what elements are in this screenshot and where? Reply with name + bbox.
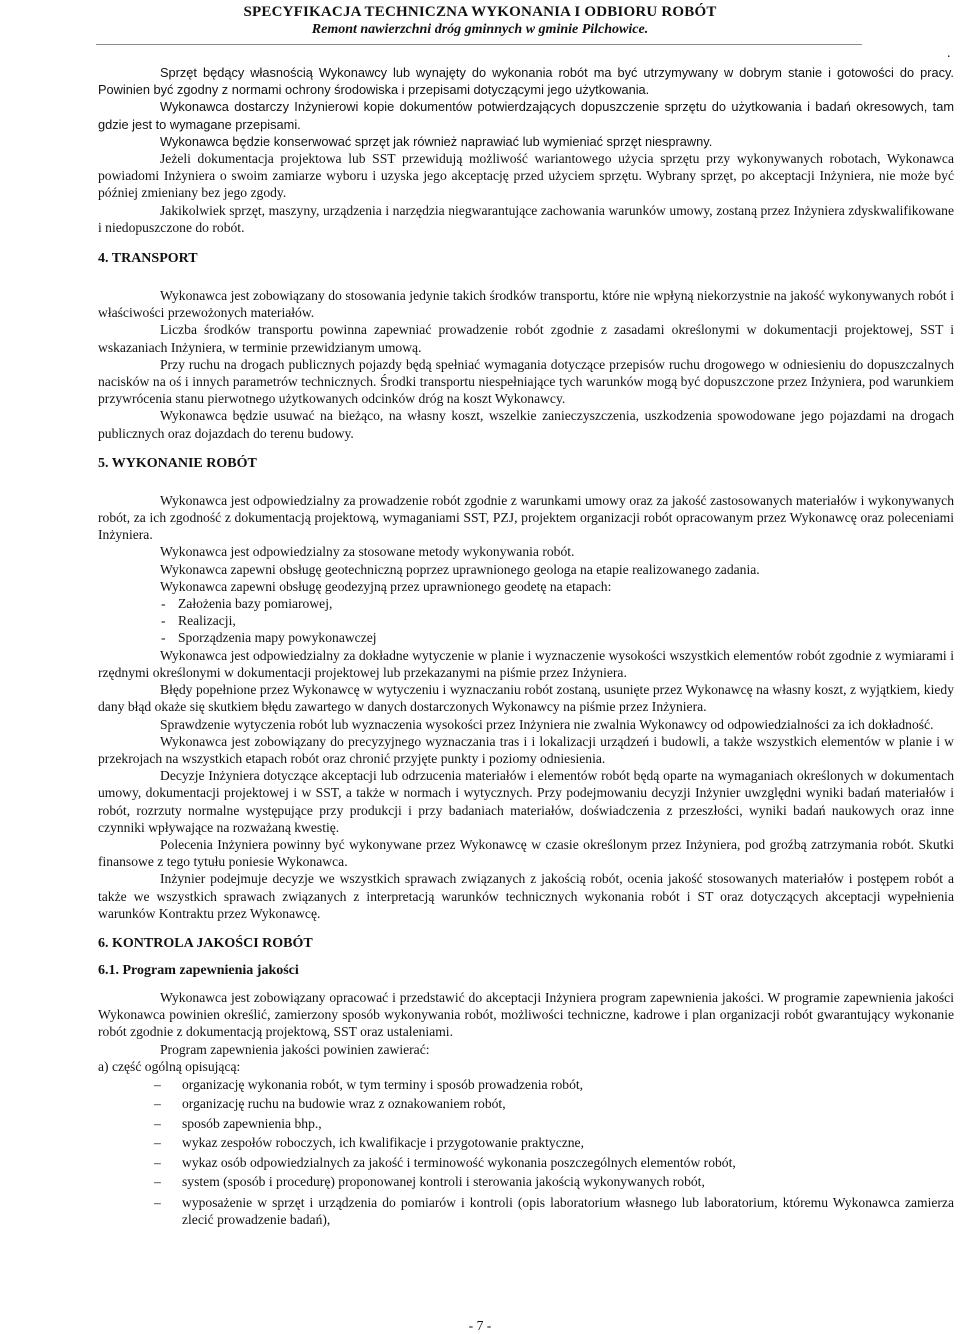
paragraph: Sprawdzenie wytyczenia robót lub wyznaczenia wysokości przez Inżyniera nie zwalnia Wykonawcy od odpowiedzialności za ich dokładność. [160,716,934,732]
part-a-label: a) część ogólną opisującą: [98,1058,241,1074]
paragraph: Wykonawca jest odpowiedzialny za dokładne wytyczenie w planie i wyznaczenie wysokości wszystkich elementów robót zgodnie z wymiarami i rzędnymi określonymi w dokumentacji projektowej lub przekazanymi na piśmie przez Inżyniera. [98,647,954,680]
paragraph: Wykonawca będzie usuwać na bieżąco, na własny koszt, wszelkie zanieczyszczenia, uszkodzenia spowodowane jego pojazdami na drogach publicznych oraz dojazdach do terenu budowy. [98,408,954,441]
list-item: – organizację ruchu na budowie wraz z oznakowaniem robót, [154,1096,506,1112]
paragraph: Przy ruchu na drogach publicznych pojazdy będą spełniać wymagania dotyczące przepisów ruchu drogowego w odniesieniu do dopuszczalnych nacisków na oś i innych parametrów technicznych. Środki transportu niespełniające tych warunków mogą być dopuszczone przez Inżyniera, pod warunkiem przywrócenia stanu pierwotnego użytkowanych odcinków dróg na koszt Wykonawcy. [98,356,954,407]
subsection-heading-quality-program: 6.1. Program zapewnienia jakości [98,962,299,978]
quality-program-items [98,1075,954,1228]
page-number: - 7 - [468,1318,492,1333]
list-item: – wykaz osób odpowiedzialnych za jakość i terminowość wykonania poszczególnych elementów robót, [154,1154,736,1170]
paragraph: Wykonawca jest zobowiązany opracować i przedstawić do akceptacji Inżyniera program zapewnienia jakości. W programie zapewnienia jakości Wykonawca powinien określić, zamierzony sposób wykonywania robót, możliwości techniczne, kadrowe i plan organizacji robót gwarantujący wykonanie robót zgodnie z dokumentacją projektową, SST oraz ustaleniami. [98,989,954,1040]
section-heading-transport: 4. TRANSPORT [98,251,198,267]
list-item: - Założenia bazy pomiarowej, [161,596,333,612]
paragraph: Wykonawca zapewni obsługę geodezyjną przez uprawnionego geodetę na etapach: [160,578,612,594]
paragraph: Inżynier podejmuje decyzje we wszystkich sprawach związanych z jakością robót, ocenia jakość stosowanych materiałów i postępem robót a także we wszystkich sprawach związanych z interpretacją warunków technicznych wykonania robót i ST oraz dotyczących akceptacji wypełnienia warunków Kontraktu przez Wykonawcę. [98,871,954,921]
paragraph: Sprzęt będący własnością Wykonawcy lub wynajęty do wykonania robót ma być utrzymywany w dobrym stanie i gotowości do pracy. Powinien być zgodny z normami ochrony środowiska i przepisami dotyczącymi jego użytkowania. [98,65,954,98]
paragraph: Wykonawca zapewni obsługę geotechniczną poprzez uprawnionego geologa na etapie realizowanego zadania. [160,561,760,577]
list-item: - Realizacji, [161,613,236,629]
section-heading-quality: 6. KONTROLA JAKOŚCI ROBÓT [98,935,313,951]
list-item: - Sporządzenia mapy powykonawczej [161,630,377,646]
survey-stages-list [98,595,954,647]
list-item: – system (sposób i procedurę) proponowanej kontroli i sterowania jakością wykonywanych robót, [154,1174,705,1190]
header-subtitle: Remont nawierzchni dróg gminnych w gminie Pilchowice. [311,22,649,37]
paragraph: Wykonawca jest odpowiedzialny za prowadzenie robót zgodnie z warunkami umowy oraz za jakość zastosowanych materiałów i wykonywanych robót, za ich zgodność z dokumentacją projektową, wymaganiami SST, PZJ, projektem organizacji robót opracowanym przez Wykonawcę oraz poleceniami Inżyniera. [98,492,954,543]
document-body [98,64,954,1228]
corner-mark: . [947,46,951,61]
paragraph: Liczba środków transportu powinna zapewniać prowadzenie robót zgodnie z zasadami określonymi w dokumentacji projektowej, SST i wskazaniach Inżyniera, w terminie przewidzianym umową. [98,322,954,355]
paragraph: Decyzje Inżyniera dotyczące akceptacji lub odrzucenia materiałów i elementów robót będą oparte na wymaganiach określonych w dokumentach umowy, dokumentacji projektowej i w SST, a także w normach i wytycznych. Przy podejmowaniu decyzji Inżynier uwzględni wyniki badań materiałów i robót, rozrzuty normalne występujące przy produkcji i przy badaniach materiałów, doświadczenia z przeszłości, wyniki badań naukowych oraz inne czynniki wpływające na rozważaną kwestię. [98,768,954,835]
list-item: – wyposażenie w sprzęt i urządzenia do pomiarów i kontroli (opis laboratorium własnego lub laboratorium, któremu Wykonawca zamierza zlecić prowadzenie badań), [154,1194,954,1228]
list-item: – organizację wykonania robót, w tym terminy i sposób prowadzenia robót, [154,1076,584,1092]
paragraph: Jeżeli dokumentacja projektowa lub SST przewidują możliwość wariantowego użycia sprzętu przy wykonywanych robotach, Wykonawca powiadomi Inżyniera o swoim zamiarze wyboru i uzyska jego akceptację przed użyciem sprzętu. Wybrany sprzęt, po akceptacji Inżyniera, nie może być później zmieniany bez jego zgody. [98,151,954,201]
paragraph: Błędy popełnione przez Wykonawcę w wytyczeniu i wyznaczaniu robót zostaną, usunięte przez Wykonawcę na własny koszt, z wyjątkiem, kiedy dany błąd okaże się skutkiem błędu zawartego w danych dostarczonych Wykonawcy na piśmie przez Inżyniera. [98,682,954,715]
header-divider [96,44,862,45]
paragraph: Wykonawca jest odpowiedzialny za stosowane metody wykonywania robót. [160,544,575,560]
paragraph: Wykonawca dostarczy Inżynierowi kopie dokumentów potwierdzających dopuszczenie sprzętu do użytkowania i badań okresowych, tam gdzie jest to wymagane przepisami. [98,99,954,132]
list-item: – wykaz zespołów roboczych, ich kwalifikacje i przygotowanie praktyczne, [154,1135,584,1151]
list-item: – sposób zapewnienia bhp., [154,1115,322,1131]
paragraph: Wykonawca jest zobowiązany do stosowania jedynie takich środków transportu, które nie wpłyną niekorzystnie na jakość wykonywanych robót i właściwości przewożonych materiałów. [98,288,954,321]
paragraph: Wykonawca będzie konserwować sprzęt jak również naprawiać lub wymieniać sprzęt niesprawny. [160,133,713,149]
paragraph: Wykonawca jest zobowiązany do precyzyjnego wyznaczania tras i i lokalizacji urządzeń i budowli, a także wszystkich elementów w planie i w przekrojach na wszystkich etapach robót oraz chronić przyjęte punkty i poziomy odniesienia. [98,733,954,766]
paragraph: Program zapewnienia jakości powinien zawierać: [160,1041,430,1057]
page-header [0,4,960,38]
paragraph: Jakikolwiek sprzęt, maszyny, urządzenia i narzędzia niegwarantujące zachowania warunków umowy, zostaną przez Inżyniera zdyskwalifikowane i niedopuszczone do robót. [98,202,954,235]
header-title: SPECYFIKACJA TECHNICZNA WYKONANIA I ODBIORU ROBÓT [243,4,717,20]
section-heading-execution: 5. WYKONANIE ROBÓT [98,455,257,471]
paragraph: Polecenia Inżyniera powinny być wykonywane przez Wykonawcę w czasie określonym przez Inżyniera, pod groźbą zatrzymania robót. Skutki finansowe z tego tytułu poniesie Wykonawca. [98,836,954,870]
